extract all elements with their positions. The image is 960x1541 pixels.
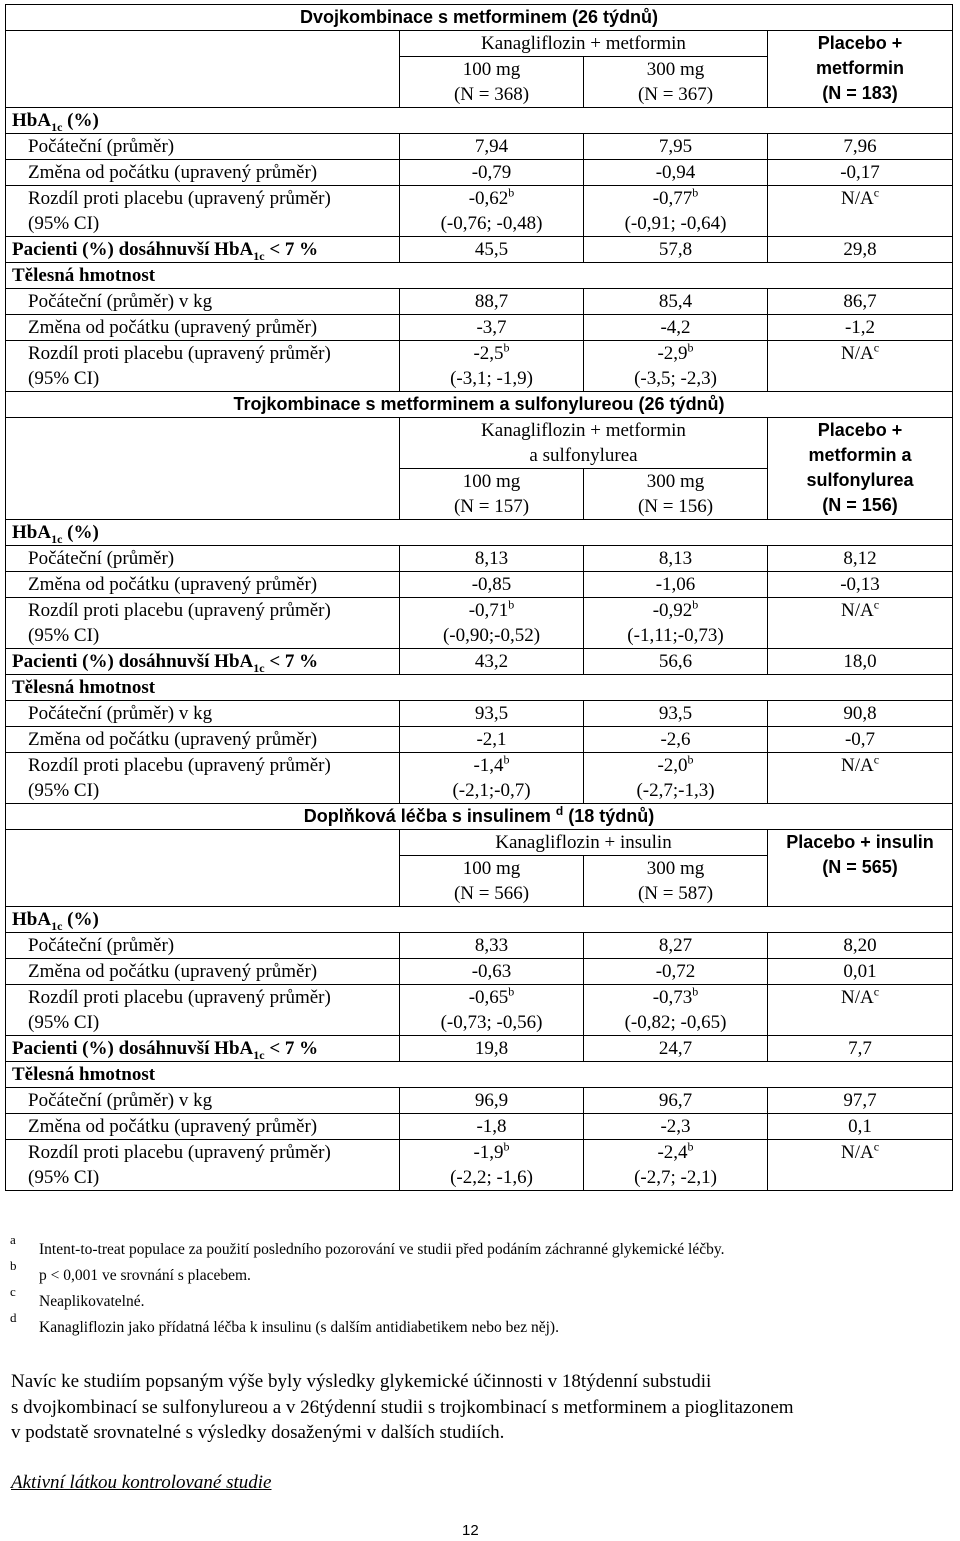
dose-100-header: 100 mg (N = 566) xyxy=(400,856,584,907)
hba1c-change-300: -0,94 xyxy=(584,160,768,186)
weight-difference-300: -2,9$^b$ (-3,5; -2,3) xyxy=(584,341,768,392)
hba1c-baseline-row xyxy=(6,546,953,572)
placebo-header-line: Placebo + xyxy=(817,420,903,440)
hba1c-difference-row xyxy=(6,598,953,649)
hba1c-change-row xyxy=(6,160,953,186)
weight-baseline-100: 96,9 xyxy=(400,1088,584,1114)
weight-change-label: Změna od počátku (upravený průměr) xyxy=(6,315,400,341)
hba1c-change-300: -0,72 xyxy=(584,959,768,985)
weight-difference-100: -1,9$^b$ (-2,2; -1,6) xyxy=(400,1140,584,1191)
dose-300-header: 300 mg (N = 156) xyxy=(584,469,768,520)
patients-goal-300: 56,6 xyxy=(584,649,768,675)
hba1c-change-100: -0,63 xyxy=(400,959,584,985)
header-blank xyxy=(6,418,400,520)
hba1c-baseline-100: 7,94 xyxy=(400,134,584,160)
weight-change-100: -1,8 xyxy=(400,1114,584,1140)
weight-change-label: Změna od počátku (upravený průměr) xyxy=(6,727,400,753)
patients-goal-row xyxy=(6,649,953,675)
weight-change-300: -4,2 xyxy=(584,315,768,341)
patients-goal-label: Pacienti (%) dosáhnuvší HbA$_{1c}$ < 7 % xyxy=(6,237,400,263)
section-title-row xyxy=(6,392,953,418)
weight-difference-300: -2,0$^b$ (-2,7;-1,3) xyxy=(584,753,768,804)
weight-baseline-300: 93,5 xyxy=(584,701,768,727)
hba1c-difference-label: Rozdíl proti placebu (upravený průměr) (95% CI) xyxy=(6,186,400,237)
hba1c-change-placebo: 0,01 xyxy=(768,959,953,985)
drug-group-header xyxy=(400,31,768,57)
hba1c-baseline-label: Počáteční (průměr) xyxy=(6,933,400,959)
weight-change-label: Změna od počátku (upravený průměr) xyxy=(6,1114,400,1140)
weight-difference-300: -2,4$^b$ (-2,7; -2,1) xyxy=(584,1140,768,1191)
weight-difference-placebo: $N/A^c$ xyxy=(768,1140,953,1191)
footnote-b: b p < 0,001 ve srovnání s placebem. xyxy=(10,1258,251,1284)
patients-goal-label: Pacienti (%) dosáhnuvší HbA$_{1c}$ < 7 % xyxy=(6,649,400,675)
footnotes xyxy=(10,1232,940,1342)
page-number: 12 xyxy=(462,1522,479,1539)
patients-goal-row xyxy=(6,1036,953,1062)
weight-title: Tělesná hmotnost xyxy=(6,675,953,701)
dose-300-header: 300 mg (N = 367) xyxy=(584,57,768,108)
weight-difference-placebo: $N/A^c$ xyxy=(768,341,953,392)
footnote-a: a Intent-to-treat populace za použití posledního pozorování ve studii před podáním záchranné glykemické léčby. xyxy=(10,1232,725,1258)
hba1c-baseline-row xyxy=(6,933,953,959)
weight-baseline-row xyxy=(6,701,953,727)
patients-goal-100: 45,5 xyxy=(400,237,584,263)
weight-baseline-100: 88,7 xyxy=(400,289,584,315)
weight-change-100: -3,7 xyxy=(400,315,584,341)
drug-group-line: Kanagliflozin + insulin xyxy=(495,832,672,853)
drug-group-line: Kanagliflozin + metformin xyxy=(481,420,686,441)
hba1c-difference-300: -0,73$^b$ (-0,82; -0,65) xyxy=(584,985,768,1036)
section-heading-active-controlled: Aktivní látkou kontrolované studie xyxy=(11,1472,272,1493)
hba1c-baseline-300: 8,27 xyxy=(584,933,768,959)
hba1c-baseline-placebo: 7,96 xyxy=(768,134,953,160)
weight-title-row xyxy=(6,1062,953,1088)
placebo-header xyxy=(768,830,953,907)
hba1c-difference-placebo: $N/A^c$ xyxy=(768,985,953,1036)
hba1c-change-label: Změna od počátku (upravený průměr) xyxy=(6,160,400,186)
hba1c-change-label: Změna od počátku (upravený průměr) xyxy=(6,572,400,598)
weight-change-300: -2,6 xyxy=(584,727,768,753)
summary-paragraph xyxy=(11,1369,951,1446)
hba1c-difference-100: -0,65$^b$ (-0,73; -0,56) xyxy=(400,985,584,1036)
drug-group-header xyxy=(400,830,768,856)
hba1c-baseline-300: 7,95 xyxy=(584,134,768,160)
footnote-d: d Kanagliflozin jako přídatná léčba k insulinu (s dalším antidiabetikem nebo bez něj). xyxy=(10,1310,559,1336)
hba1c-change-300: -1,06 xyxy=(584,572,768,598)
efficacy-table xyxy=(5,4,953,1191)
section-title: Doplňková léčba s insulinem $^d$ (18 týdnů) xyxy=(6,804,953,830)
weight-baseline-label: Počáteční (průměr) v kg xyxy=(6,289,400,315)
drug-group-header xyxy=(400,418,768,469)
hba1c-difference-300: -0,77$^b$ (-0,91; -0,64) xyxy=(584,186,768,237)
weight-baseline-100: 93,5 xyxy=(400,701,584,727)
weight-change-row xyxy=(6,1114,953,1140)
hba1c-title: HbA$_{1c}$ (%) xyxy=(6,907,953,933)
patients-goal-row xyxy=(6,237,953,263)
title-sup: d xyxy=(555,804,564,818)
weight-change-row xyxy=(6,727,953,753)
section-title-row xyxy=(6,804,953,830)
hba1c-change-row xyxy=(6,959,953,985)
hba1c-baseline-row xyxy=(6,134,953,160)
hba1c-title-row xyxy=(6,907,953,933)
drug-group-line: Kanagliflozin + metformin xyxy=(481,33,686,54)
section-title: Dvojkombinace s metforminem (26 týdnů) xyxy=(6,5,953,31)
dose-100-header: 100 mg (N = 157) xyxy=(400,469,584,520)
hba1c-difference-placebo: $N/A^c$ xyxy=(768,186,953,237)
section-title: Trojkombinace s metforminem a sulfonylureou (26 týdnů) xyxy=(6,392,953,418)
placebo-header-line: metformin a xyxy=(808,445,912,465)
weight-title: Tělesná hmotnost xyxy=(6,263,953,289)
placebo-header-line: sulfonylurea xyxy=(806,470,914,490)
placebo-header-line: Placebo + xyxy=(817,33,903,53)
hba1c-difference-100: -0,62$^b$ (-0,76; -0,48) xyxy=(400,186,584,237)
group-header-row xyxy=(6,830,953,856)
weight-change-row xyxy=(6,315,953,341)
patients-goal-300: 57,8 xyxy=(584,237,768,263)
hba1c-baseline-placebo: 8,12 xyxy=(768,546,953,572)
patients-goal-placebo: 18,0 xyxy=(768,649,953,675)
drug-group-line: a sulfonylurea xyxy=(529,445,638,466)
weight-title-row xyxy=(6,263,953,289)
hba1c-title-row xyxy=(6,520,953,546)
weight-difference-label: Rozdíl proti placebu (upravený průměr) (95% CI) xyxy=(6,1140,400,1191)
hba1c-baseline-label: Počáteční (průměr) xyxy=(6,546,400,572)
hba1c-difference-row xyxy=(6,985,953,1036)
weight-difference-100: -1,4$^b$ (-2,1;-0,7) xyxy=(400,753,584,804)
patients-goal-placebo: 7,7 xyxy=(768,1036,953,1062)
weight-baseline-row xyxy=(6,1088,953,1114)
section-title-row xyxy=(6,5,953,31)
dose-100-header: 100 mg (N = 368) xyxy=(400,57,584,108)
group-header-row xyxy=(6,31,953,57)
weight-difference-100: -2,5$^b$ (-3,1; -1,9) xyxy=(400,341,584,392)
patients-goal-300: 24,7 xyxy=(584,1036,768,1062)
weight-difference-row xyxy=(6,1140,953,1191)
hba1c-title-row xyxy=(6,108,953,134)
placebo-header-line: Placebo + insulin xyxy=(786,832,934,852)
hba1c-difference-row xyxy=(6,186,953,237)
hba1c-difference-100: -0,71$^b$ (-0,90;-0,52) xyxy=(400,598,584,649)
weight-baseline-label: Počáteční (průměr) v kg xyxy=(6,1088,400,1114)
weight-difference-row xyxy=(6,753,953,804)
hba1c-difference-label: Rozdíl proti placebu (upravený průměr) (95% CI) xyxy=(6,598,400,649)
weight-change-300: -2,3 xyxy=(584,1114,768,1140)
weight-change-100: -2,1 xyxy=(400,727,584,753)
weight-baseline-placebo: 97,7 xyxy=(768,1088,953,1114)
weight-difference-row xyxy=(6,341,953,392)
paragraph-line: v podstatě srovnatelné s výsledky dosaženými v dalších studiích. xyxy=(11,1422,505,1443)
weight-change-placebo: -0,7 xyxy=(768,727,953,753)
footnote-c: c Neaplikovatelné. xyxy=(10,1284,145,1310)
paragraph-line: s dvojkombinací se sulfonylureou a v 26týdenní studii s trojkombinací s metforminem a pioglitazonem xyxy=(11,1396,794,1418)
header-blank xyxy=(6,31,400,108)
weight-change-placebo: -1,2 xyxy=(768,315,953,341)
patients-goal-label: Pacienti (%) dosáhnuvší HbA$_{1c}$ < 7 % xyxy=(6,1036,400,1062)
hba1c-baseline-label: Počáteční (průměr) xyxy=(6,134,400,160)
hba1c-change-placebo: -0,17 xyxy=(768,160,953,186)
efficacy-table-container xyxy=(5,4,952,1191)
weight-difference-placebo: $N/A^c$ xyxy=(768,753,953,804)
patients-goal-100: 43,2 xyxy=(400,649,584,675)
hba1c-difference-label: Rozdíl proti placebu (upravený průměr) (95% CI) xyxy=(6,985,400,1036)
hba1c-baseline-100: 8,33 xyxy=(400,933,584,959)
patients-goal-placebo: 29,8 xyxy=(768,237,953,263)
header-blank xyxy=(6,830,400,907)
weight-title-row xyxy=(6,675,953,701)
weight-baseline-placebo: 90,8 xyxy=(768,701,953,727)
placebo-header xyxy=(768,418,953,520)
placebo-header-line: (N = 183) xyxy=(822,83,898,103)
hba1c-difference-placebo: $N/A^c$ xyxy=(768,598,953,649)
hba1c-difference-300: -0,92$^b$ (-1,11;-0,73) xyxy=(584,598,768,649)
dose-300-header: 300 mg (N = 587) xyxy=(584,856,768,907)
placebo-header-line: (N = 565) xyxy=(822,857,898,877)
paragraph-line: Navíc ke studiím popsaným výše byly výsledky glykemické účinnosti v 18týdenní substudii xyxy=(11,1371,712,1392)
weight-difference-label: Rozdíl proti placebu (upravený průměr) (95% CI) xyxy=(6,753,400,804)
placebo-header xyxy=(768,31,953,108)
placebo-header-line: (N = 156) xyxy=(822,495,898,515)
weight-baseline-row xyxy=(6,289,953,315)
weight-change-placebo: 0,1 xyxy=(768,1114,953,1140)
weight-baseline-placebo: 86,7 xyxy=(768,289,953,315)
hba1c-title: HbA$_{1c}$ (%) xyxy=(6,520,953,546)
hba1c-baseline-300: 8,13 xyxy=(584,546,768,572)
weight-baseline-label: Počáteční (průměr) v kg xyxy=(6,701,400,727)
hba1c-title: HbA$_{1c}$ (%) xyxy=(6,108,953,134)
title-tail: (18 týdnů) xyxy=(563,806,655,826)
hba1c-baseline-placebo: 8,20 xyxy=(768,933,953,959)
hba1c-change-row xyxy=(6,572,953,598)
weight-baseline-300: 85,4 xyxy=(584,289,768,315)
weight-baseline-300: 96,7 xyxy=(584,1088,768,1114)
patients-goal-100: 19,8 xyxy=(400,1036,584,1062)
hba1c-change-label: Změna od počátku (upravený průměr) xyxy=(6,959,400,985)
weight-difference-label: Rozdíl proti placebu (upravený průměr) (95% CI) xyxy=(6,341,400,392)
hba1c-baseline-100: 8,13 xyxy=(400,546,584,572)
hba1c-change-100: -0,85 xyxy=(400,572,584,598)
group-header-row xyxy=(6,418,953,469)
weight-title: Tělesná hmotnost xyxy=(6,1062,953,1088)
hba1c-change-placebo: -0,13 xyxy=(768,572,953,598)
placebo-header-line: metformin xyxy=(816,58,905,78)
hba1c-change-100: -0,79 xyxy=(400,160,584,186)
